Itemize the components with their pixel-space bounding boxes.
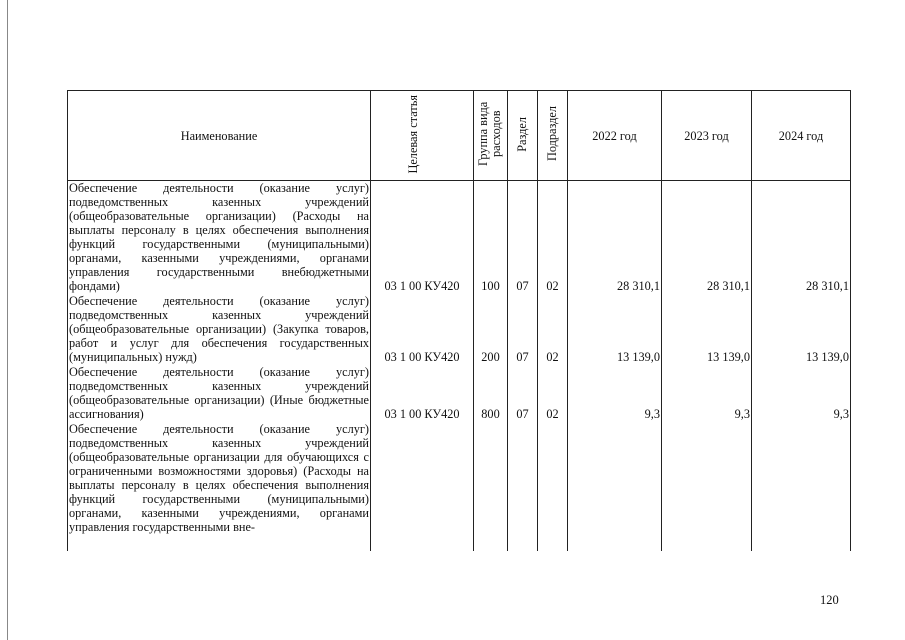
header-2024: 2024 год xyxy=(752,91,851,181)
row-group: 800 xyxy=(474,365,508,422)
row-2023: 13 139,0 xyxy=(662,294,752,365)
header-2023: 2023 год xyxy=(662,91,752,181)
table-header-row xyxy=(68,91,851,181)
row-name: Обеспечение деятельности (оказание услуг) подведомственных казенных учреждений (общеобразовательные организации) (Расходы на выплаты персоналу в целях обеспечения выполнения функций государственными (муниципальными) органами, казенными учреждениями, органами управления государственными внебюджетными фондами) xyxy=(69,181,369,293)
row-subsection xyxy=(538,422,568,551)
row-target: 03 1 00 КУ420 xyxy=(371,294,474,365)
row-target: 03 1 00 КУ420 xyxy=(371,181,474,295)
row-subsection: 02 xyxy=(538,365,568,422)
row-name: Обеспечение деятельности (оказание услуг) подведомственных казенных учреждений (общеобразовательные организации) (Иные бюджетные ассигнования) xyxy=(69,365,369,421)
row-2024 xyxy=(752,422,851,551)
row-section: 07 xyxy=(508,365,538,422)
row-subsection: 02 xyxy=(538,294,568,365)
row-target: 03 1 00 КУ420 xyxy=(371,365,474,422)
row-2023: 28 310,1 xyxy=(662,181,752,295)
row-subsection: 02 xyxy=(538,181,568,295)
row-2024: 13 139,0 xyxy=(752,294,851,365)
page-left-edge xyxy=(7,0,8,640)
row-section xyxy=(508,422,538,551)
header-group: Группа вида расходов xyxy=(474,91,508,181)
table-row xyxy=(68,422,851,551)
row-2022 xyxy=(568,422,662,551)
row-2024: 28 310,1 xyxy=(752,181,851,295)
table-row xyxy=(68,181,851,295)
row-target xyxy=(371,422,474,551)
row-section: 07 xyxy=(508,181,538,295)
header-name: Наименование xyxy=(68,91,371,181)
row-2022: 13 139,0 xyxy=(568,294,662,365)
row-group xyxy=(474,422,508,551)
row-group: 200 xyxy=(474,294,508,365)
row-name: Обеспечение деятельности (оказание услуг) подведомственных казенных учреждений (общеобразовательные организации) (Закупка товаров, работ и услуг для обеспечения государственных (муниципальных) нужд) xyxy=(69,294,369,364)
table-row xyxy=(68,294,851,365)
row-2022: 28 310,1 xyxy=(568,181,662,295)
row-section: 07 xyxy=(508,294,538,365)
header-target: Целевая статья xyxy=(371,91,474,181)
row-group: 100 xyxy=(474,181,508,295)
page-number: 120 xyxy=(820,593,839,607)
budget-table xyxy=(67,90,851,551)
header-2022: 2022 год xyxy=(568,91,662,181)
header-section: Раздел xyxy=(508,91,538,181)
row-name: Обеспечение деятельности (оказание услуг) подведомственных казенных учреждений (общеобразовательные организации для обучающихся с ограниченными возможностями здоровья) (Расходы на выплаты персоналу в целях обеспечения выполнения функций государственными (муниципальными) органами, казенными учреждениями, органами управления государственными вне- xyxy=(68,422,371,551)
row-2022: 9,3 xyxy=(568,365,662,422)
row-2023 xyxy=(662,422,752,551)
table-row xyxy=(68,365,851,422)
row-2024: 9,3 xyxy=(752,365,851,422)
header-subsection: Подраздел xyxy=(538,91,568,181)
row-2023: 9,3 xyxy=(662,365,752,422)
